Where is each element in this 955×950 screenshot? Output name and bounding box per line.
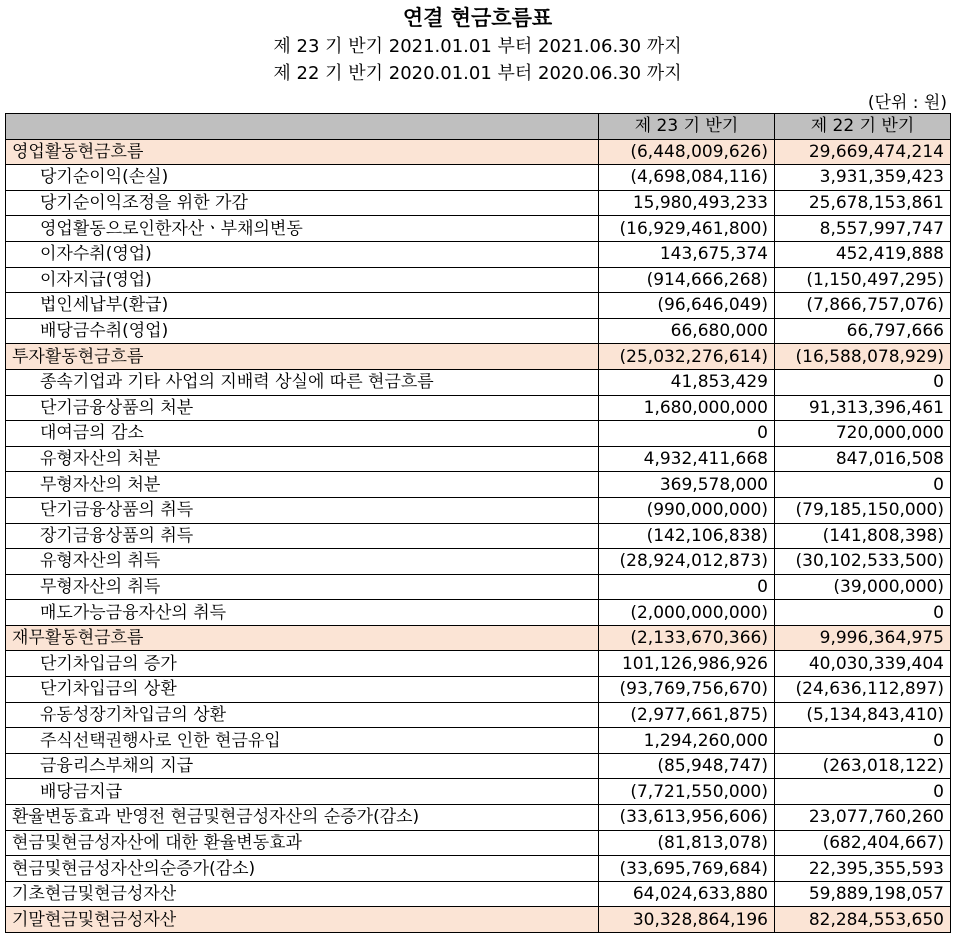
prior-period-value: 720,000,000 (775, 421, 951, 447)
prior-period-value: (39,000,000) (775, 574, 951, 600)
table-row (6, 907, 951, 933)
current-period-value: 1,680,000,000 (599, 395, 775, 421)
table-row (6, 472, 951, 498)
prior-period-value: 3,931,359,423 (775, 165, 951, 191)
current-period-value: (28,924,012,873) (599, 549, 775, 575)
row-label: 환율변동효과 반영전 현금및현금성자산의 순증가(감소) (6, 805, 599, 831)
prior-period-value: (5,134,843,410) (775, 702, 951, 728)
table-row (6, 574, 951, 600)
row-label: 단기차입금의 증가 (6, 651, 599, 677)
prior-period-value: 452,419,888 (775, 241, 951, 267)
row-label: 기초현금및현금성자산 (6, 881, 599, 907)
table-row (6, 293, 951, 319)
table-row (6, 241, 951, 267)
row-label: 유동성장기차입금의 상환 (6, 702, 599, 728)
current-period-value: (914,666,268) (599, 267, 775, 293)
current-period-value: (33,695,769,684) (599, 856, 775, 882)
row-label: 단기차입금의 상환 (6, 677, 599, 703)
prior-period-value: 82,284,553,650 (775, 907, 951, 933)
table-row (6, 881, 951, 907)
row-label: 기말현금및현금성자산 (6, 907, 599, 933)
current-period-value: (96,646,049) (599, 293, 775, 319)
current-period-value: 0 (599, 574, 775, 600)
row-label: 유형자산의 취득 (6, 549, 599, 575)
current-period-value: (4,698,084,116) (599, 165, 775, 191)
prior-period-value: 0 (775, 600, 951, 626)
period-prior: 제 22 기 반기 2020.01.01 부터 2020.06.30 까지 (273, 63, 682, 84)
current-period-value: 15,980,493,233 (599, 190, 775, 216)
current-period-value: 30,328,864,196 (599, 907, 775, 933)
table-row (6, 830, 951, 856)
prior-period-value: (30,102,533,500) (775, 549, 951, 575)
row-label: 배당금지급 (6, 779, 599, 805)
prior-period-value: (7,866,757,076) (775, 293, 951, 319)
prior-period-value: (682,404,667) (775, 830, 951, 856)
current-period-value: (81,813,078) (599, 830, 775, 856)
table-row (6, 318, 951, 344)
current-period-value: (2,133,670,366) (599, 625, 775, 651)
current-period-value: 369,578,000 (599, 472, 775, 498)
prior-period-value: 25,678,153,861 (775, 190, 951, 216)
table-row (6, 523, 951, 549)
row-label: 종속기업과 기타 사업의 지배력 상실에 따른 현금흐름 (6, 369, 599, 395)
prior-period-value: (79,185,150,000) (775, 497, 951, 523)
table-row (6, 190, 951, 216)
row-label: 이자수취(영업) (6, 241, 599, 267)
header-current-period: 제 23 기 반기 (599, 114, 775, 140)
current-period-value: 4,932,411,668 (599, 446, 775, 472)
prior-period-value: (1,150,497,295) (775, 267, 951, 293)
period-current: 제 23 기 반기 2021.01.01 부터 2021.06.30 까지 (273, 36, 682, 57)
current-period-value: 64,024,633,880 (599, 881, 775, 907)
prior-period-value: 91,313,396,461 (775, 395, 951, 421)
table-row (6, 446, 951, 472)
table-row (6, 421, 951, 447)
table-row (6, 139, 951, 165)
row-label: 법인세납부(환급) (6, 293, 599, 319)
table-row (6, 625, 951, 651)
table-row (6, 728, 951, 754)
row-label: 금융리스부채의 지급 (6, 753, 599, 779)
row-label: 대여금의 감소 (6, 421, 599, 447)
prior-period-value: (24,636,112,897) (775, 677, 951, 703)
current-period-value: (6,448,009,626) (599, 139, 775, 165)
prior-period-value: 0 (775, 472, 951, 498)
current-period-value: 101,126,986,926 (599, 651, 775, 677)
current-period-value: (2,000,000,000) (599, 600, 775, 626)
current-period-value: (7,721,550,000) (599, 779, 775, 805)
current-period-value: 41,853,429 (599, 369, 775, 395)
row-label: 단기금융상품의 처분 (6, 395, 599, 421)
current-period-value: (990,000,000) (599, 497, 775, 523)
table-row (6, 267, 951, 293)
unit-label: (단위 : 원) (867, 93, 947, 113)
table-row (6, 344, 951, 370)
row-label: 배당금수취(영업) (6, 318, 599, 344)
row-label: 이자지급(영업) (6, 267, 599, 293)
statement-title: 연결 현금흐름표 (402, 6, 553, 30)
row-label: 현금및현금성자산의순증가(감소) (6, 856, 599, 882)
table-row (6, 805, 951, 831)
header-label-cell (6, 114, 599, 140)
prior-period-value: 23,077,760,260 (775, 805, 951, 831)
table-row (6, 395, 951, 421)
prior-period-value: (263,018,122) (775, 753, 951, 779)
table-row (6, 549, 951, 575)
row-label: 당기순이익(손실) (6, 165, 599, 191)
row-label: 당기순이익조정을 위한 가감 (6, 190, 599, 216)
prior-period-value: 0 (775, 369, 951, 395)
table-row (6, 856, 951, 882)
current-period-value: (33,613,956,606) (599, 805, 775, 831)
cash-flow-table (5, 113, 951, 933)
table-row (6, 165, 951, 191)
current-period-value: (16,929,461,800) (599, 216, 775, 242)
row-label: 투자활동현금흐름 (6, 344, 599, 370)
prior-period-value: 66,797,666 (775, 318, 951, 344)
table-row (6, 497, 951, 523)
row-label: 영업활동현금흐름 (6, 139, 599, 165)
current-period-value: (142,106,838) (599, 523, 775, 549)
table-row (6, 369, 951, 395)
prior-period-value: 40,030,339,404 (775, 651, 951, 677)
row-label: 현금및현금성자산에 대한 환율변동효과 (6, 830, 599, 856)
current-period-value: (85,948,747) (599, 753, 775, 779)
prior-period-value: 847,016,508 (775, 446, 951, 472)
table-row (6, 651, 951, 677)
row-label: 무형자산의 처분 (6, 472, 599, 498)
row-label: 유형자산의 처분 (6, 446, 599, 472)
table-row (6, 779, 951, 805)
row-label: 단기금융상품의 취득 (6, 497, 599, 523)
table-header-row (6, 114, 951, 140)
prior-period-value: (16,588,078,929) (775, 344, 951, 370)
table-row (6, 216, 951, 242)
current-period-value: 1,294,260,000 (599, 728, 775, 754)
row-label: 매도가능금융자산의 취득 (6, 600, 599, 626)
prior-period-value: 59,889,198,057 (775, 881, 951, 907)
prior-period-value: 22,395,355,593 (775, 856, 951, 882)
current-period-value: (25,032,276,614) (599, 344, 775, 370)
row-label: 장기금융상품의 취득 (6, 523, 599, 549)
table-row (6, 702, 951, 728)
prior-period-value: 29,669,474,214 (775, 139, 951, 165)
prior-period-value: 9,996,364,975 (775, 625, 951, 651)
row-label: 주식선택권행사로 인한 현금유입 (6, 728, 599, 754)
table-row (6, 677, 951, 703)
current-period-value: (93,769,756,670) (599, 677, 775, 703)
table-row (6, 600, 951, 626)
current-period-value: (2,977,661,875) (599, 702, 775, 728)
current-period-value: 66,680,000 (599, 318, 775, 344)
row-label: 재무활동현금흐름 (6, 625, 599, 651)
current-period-value: 143,675,374 (599, 241, 775, 267)
prior-period-value: 8,557,997,747 (775, 216, 951, 242)
header-prior-period: 제 22 기 반기 (775, 114, 951, 140)
current-period-value: 0 (599, 421, 775, 447)
prior-period-value: (141,808,398) (775, 523, 951, 549)
prior-period-value: 0 (775, 728, 951, 754)
row-label: 영업활동으로인한자산ㆍ부채의변동 (6, 216, 599, 242)
prior-period-value: 0 (775, 779, 951, 805)
row-label: 무형자산의 취득 (6, 574, 599, 600)
table-row (6, 753, 951, 779)
